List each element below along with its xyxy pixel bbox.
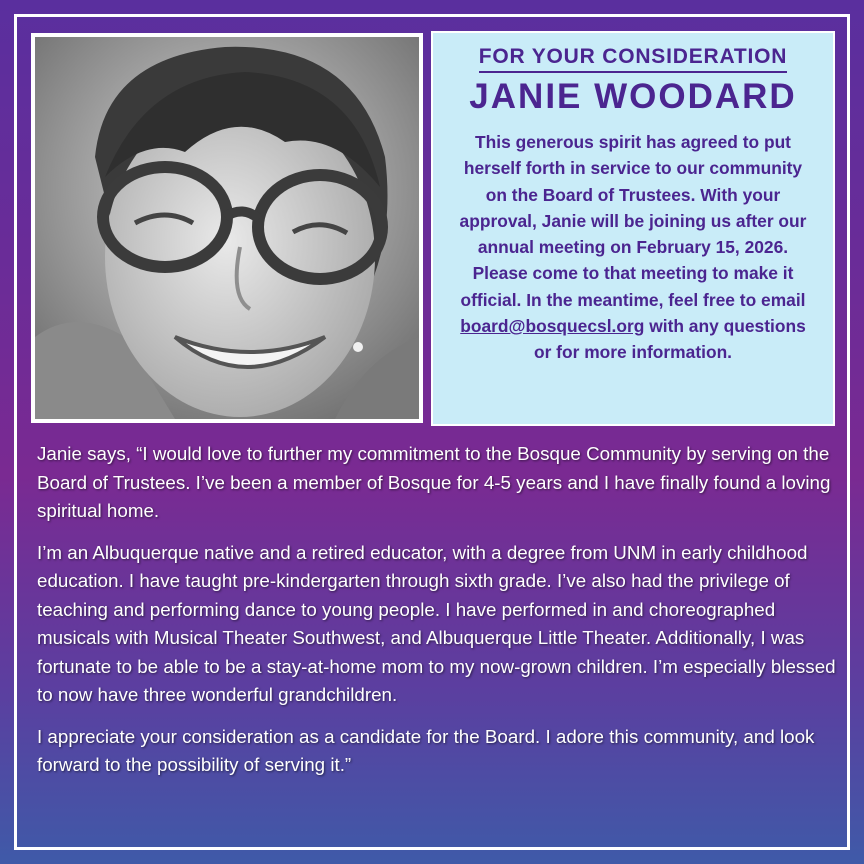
blurb-text-after: with any questions or for more information. xyxy=(533,316,806,363)
blurb-text-before: This generous spirit has agreed to put herself forth in service to our community on the Board of Trustees. With your approval, Janie will be joining us after our annual meeting on February 15, 2026. Please come to that meeting to make it official. In the meantime, feel free to email xyxy=(459,132,807,310)
consideration-box xyxy=(431,31,835,426)
statement-paragraph-2: I’m an Albuquerque native and a retired educator, with a degree from UNM in early childhood education. I have taught pre-kindergarten through sixth grade. I’ve also had the privilege of teaching and performing dance to young people. I have performed in and choreographed musicals with Musical Theater Southwest, and Albuquerque Little Theater. Additionally, I was fortunate to be able to be a stay-at-home mom to my now-grown children. I’m especially blessed to now have three wonderful grandchildren. xyxy=(37,541,836,705)
candidate-statement xyxy=(37,440,837,793)
consideration-blurb xyxy=(433,129,833,366)
portrait-photo xyxy=(31,33,423,423)
portrait-image xyxy=(35,37,419,419)
statement-paragraph-3: I appreciate your consideration as a candidate for the Board. I adore this community, and look forward to the possibility of serving it.” xyxy=(37,725,815,775)
email-link[interactable]: board@bosquecsl.org xyxy=(460,316,645,337)
statement-paragraph-1: Janie says, “I would love to further my commitment to the Bosque Community by serving on the Board of Trustees. I’ve been a member of Bosque for 4-5 years and I have finally found a loving spiritual home. xyxy=(37,443,831,521)
candidate-name: JANIE WOODARD xyxy=(469,77,797,116)
kicker-heading: FOR YOUR CONSIDERATION xyxy=(479,45,788,73)
